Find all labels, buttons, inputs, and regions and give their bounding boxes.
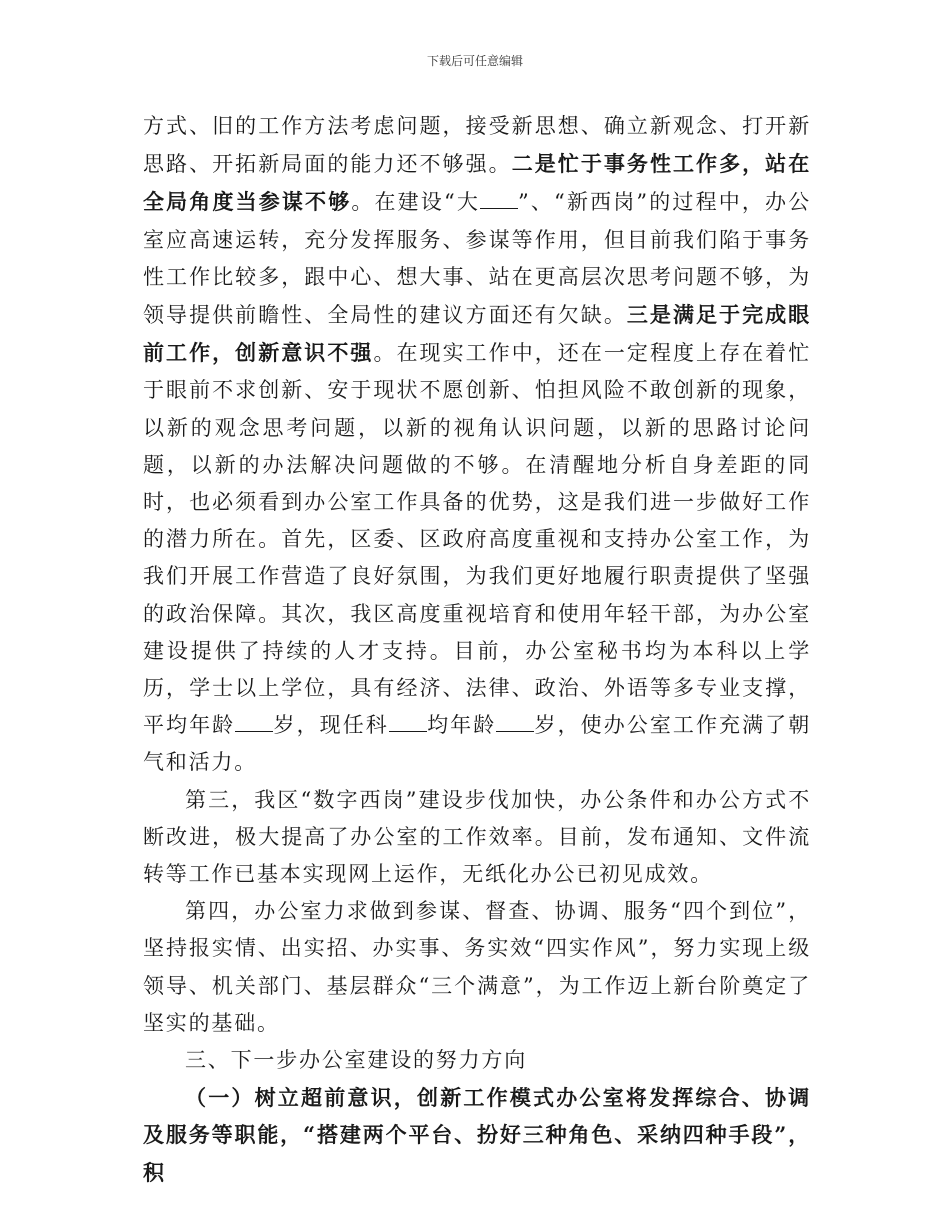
paragraph-3: 第四，办公室力求做到参谋、督查、协调、服务“四个到位”，坚持报实情、出实招、办实事、务实效“四实作风”，努力实现上级领导、机关部门、基层群众“三个满意”，为工作迈上新台阶奠定了坚实的基础。: [143, 899, 811, 1035]
paragraph-1: [143, 108, 811, 782]
paragraph-4: （一）树立超前意识，创新工作模式办公室将发挥综合、协调及服务等职能，“搭建两个平台、扮好三种角色、采纳四种手段”，积: [143, 1085, 811, 1185]
bold-point-2: 二是忙于事务性工作多，站在全局角度当参谋不够: [143, 151, 811, 215]
text-run: 均年龄: [426, 713, 497, 738]
fill-blank: [496, 713, 534, 732]
bold-point-3: 三是满足于完成眼前工作，创新意识不强: [143, 302, 811, 366]
page-header: 下载后可任意编辑: [426, 54, 523, 68]
fill-blank: [389, 713, 427, 732]
text-run: ”、“新西岗”的过程中，办公室应高速运转，充分发挥服务、参谋等作用，但目前我们陷于事务性工作比较多，跟中心、想大事、站在更高层次思考问题不够，为领导提供前瞻性、全局性的建议方面还有欠缺。: [143, 190, 811, 328]
section-heading: 三、下一步办公室建设的努力方向: [185, 1048, 527, 1073]
text-run: 岁，使办公室工作充满了朝气和活力。: [143, 713, 812, 775]
text-run: 方式、旧的工作方法考虑问题，接受新思想、确立新观念、打开新思路、开拓新局面的能力还不够强。: [143, 114, 811, 177]
fill-blank: [480, 190, 518, 209]
text-run: 。在现实工作中，还在一定程度上存在着忙于眼前不求创新、安于现状不愿创新、怕担风险不敢创新的现象，以新的观念思考问题，以新的视角认识问题，以新的思路讨论问题，以新的办法解决问题做的不够。在清醒地分析自身差距的同时，也必须看到办公室工作具备的优势，这是我们进一步做好工作的潜力所在。首先，区委、区政府高度重视和支持办公室工作，为我们开展工作营造了良好氛围，为我们更好地履行职责提供了坚强的政治保障。其次，我区高度重视培育和使用年轻干部，为办公室建设提供了持续的人才支持。目前，办公室秘书均为本科以上学历，学士以上学位，具有经济、法律、政治、外语等多专业支撑，平均年龄: [143, 341, 812, 738]
text-run: 。在建设“大: [351, 190, 481, 215]
paragraph-2: 第三，我区“数字西岗”建设步伐加快，办公条件和办公方式不断改进，极大提高了办公室的工作效率。目前，发布通知、文件流转等工作已基本实现网上运作，无纸化办公已初见成效。: [143, 787, 811, 887]
fill-blank: [235, 713, 273, 732]
document-body: [143, 108, 811, 1191]
text-run: 岁，现任科: [273, 713, 389, 738]
